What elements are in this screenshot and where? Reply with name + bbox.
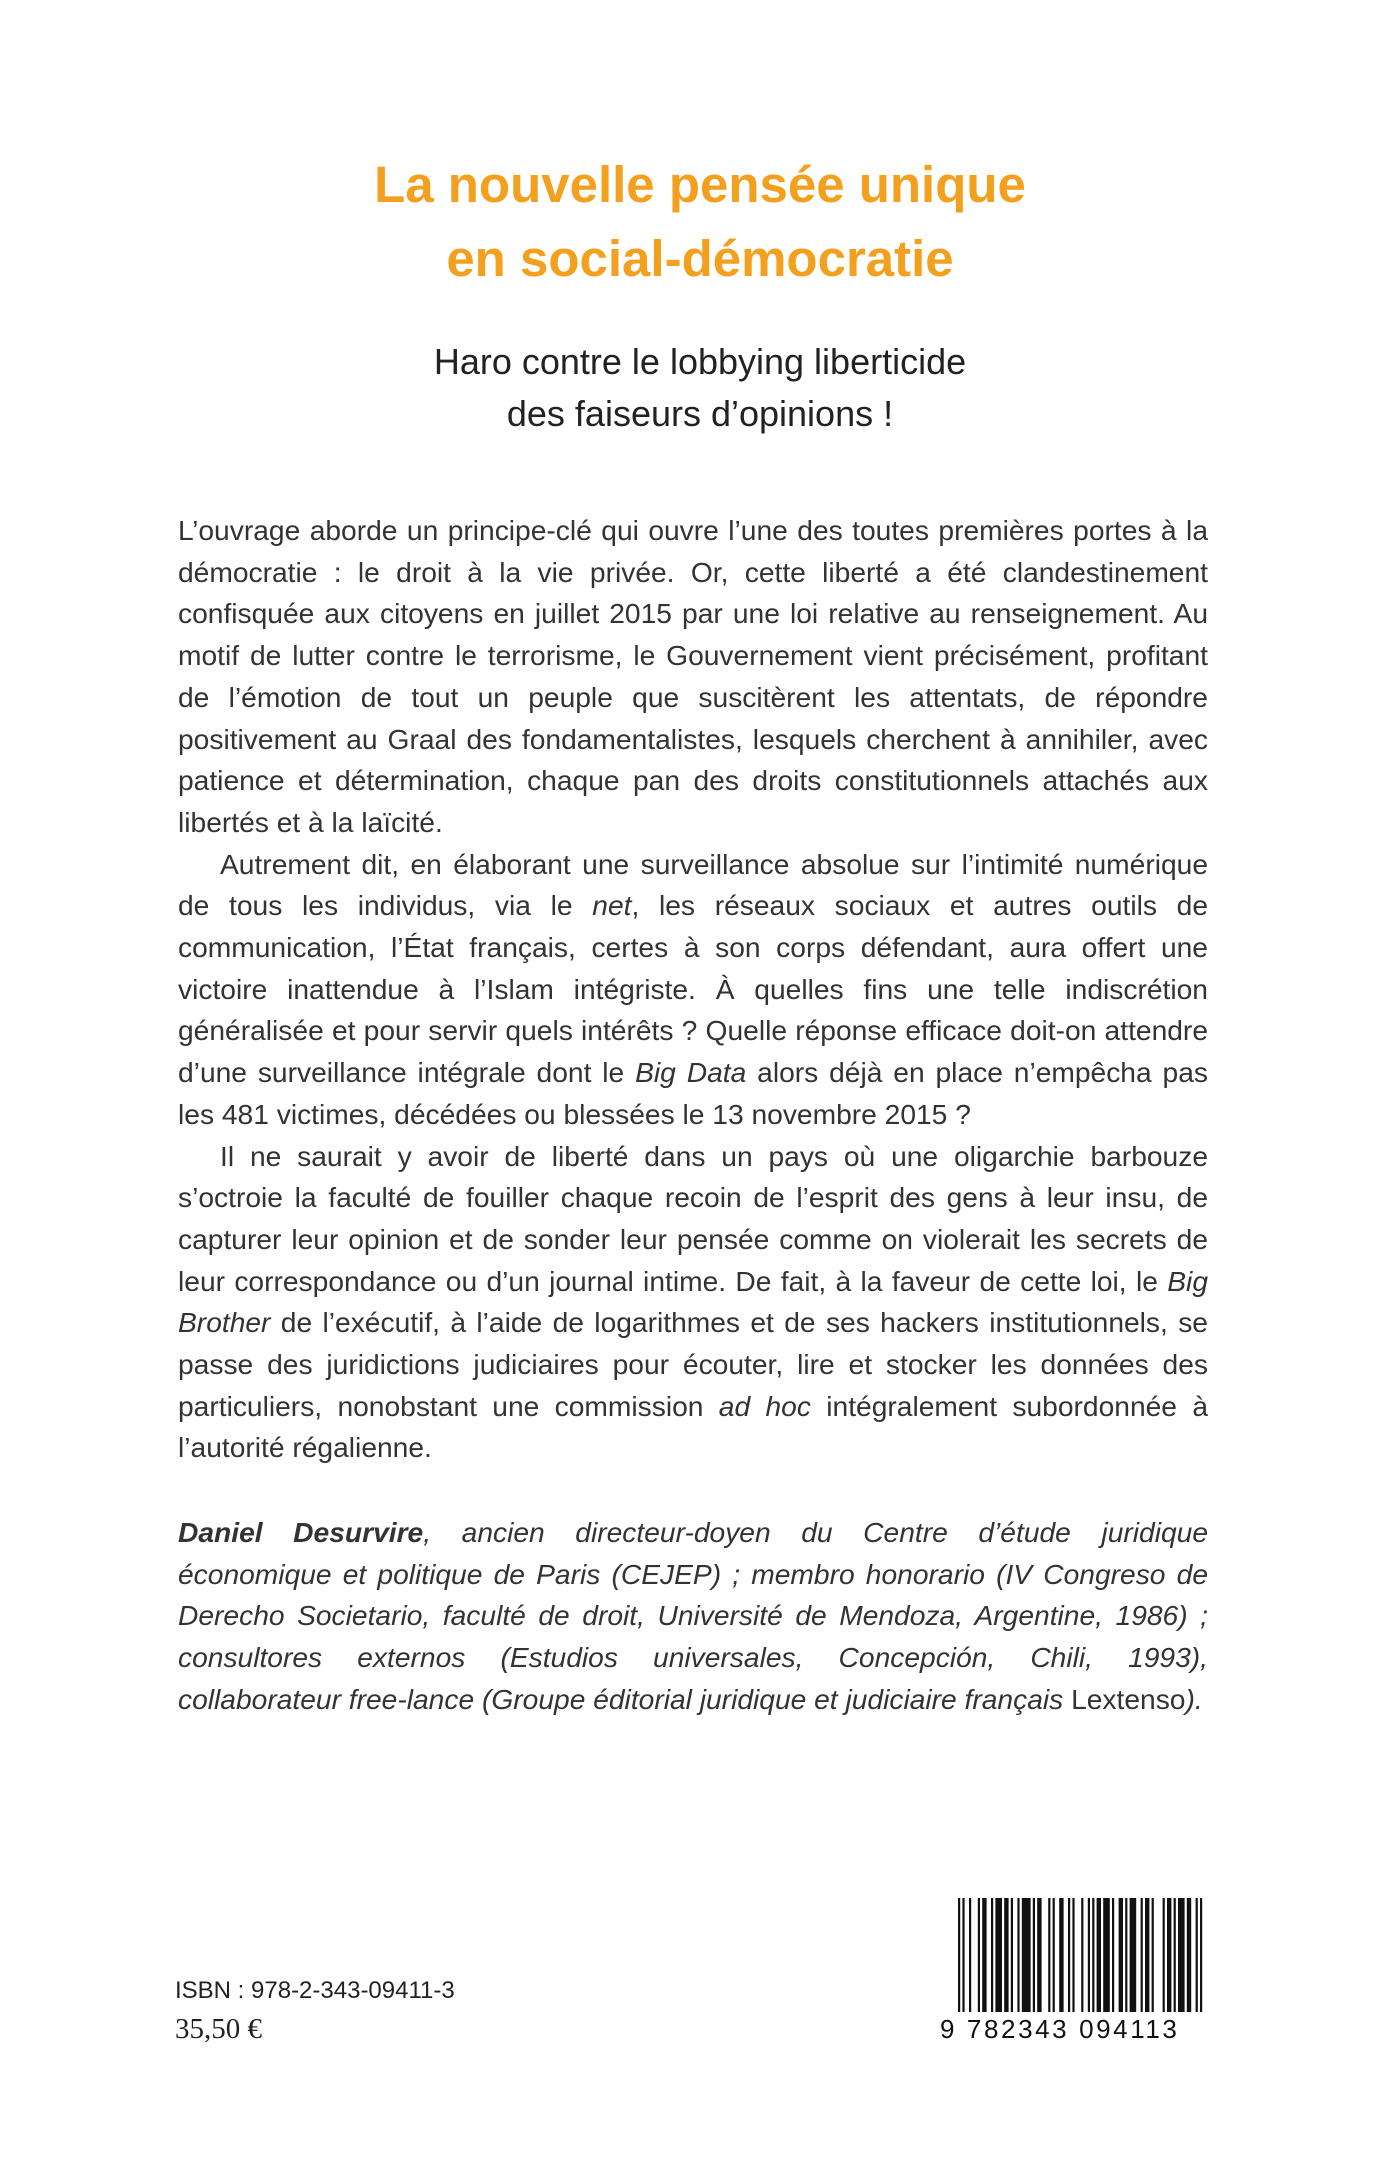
barcode-bar	[1152, 1898, 1154, 2016]
blurb-paragraph-3	[178, 1136, 1208, 1470]
barcode-bar	[1068, 1898, 1070, 2016]
barcode-bar	[1174, 1898, 1176, 2016]
author-bio-paragraph	[178, 1512, 1208, 1721]
barcode-bar	[982, 1898, 986, 2016]
blurb-paragraph-3-part-b: de l’exécutif, à l’aide de logarithmes et de ses hackers institutionnels, se passe des juridictions judiciaires pour écouter, lire et stocker les données des particuliers, nonobstant une commission	[178, 1306, 1208, 1422]
barcode-bar	[1011, 1898, 1013, 2016]
blurb	[178, 510, 1208, 1469]
book-title-line-2: en social-démocratie	[446, 230, 954, 287]
blurb-paragraph-2-part-b: , les réseaux sociaux et autres outils de communication, l’État français, certes à son corps défendant, aura offert une victoire inattendue à l’Islam intégriste. À quelles fins une telle indiscrétion généralisée et pour servir quels intérêts ? Quelle réponse efficace doit-on attendre d’une surveillance intégrale dont le	[178, 889, 1209, 1089]
barcode-bar	[1088, 1898, 1090, 2016]
blurb-paragraph-1: L’ouvrage aborde un principe-clé qui ouvre l’une des toutes premières portes à la démocratie : le droit à la vie privée. Or, cette liberté a été clandestinement confisquée aux citoyens en juillet 2015 par une loi relative au renseignement. Au motif de lutter contre le terrorisme, le Gouvernement vient précisément, profitant de l’émotion de tout un peuple que suscitèrent les attentats, de répondre positivement au Graal des fondamentalistes, lesquels cherchent à annihiler, avec patience et détermination, chaque pan des droits constitutionnels attachés aux libertés et à la laïcité.	[178, 514, 1208, 838]
barcode-bar	[1130, 1898, 1137, 2016]
author-bio-end: ).	[1185, 1682, 1203, 1715]
blurb-paragraph-2-part-c: alors déjà en place n’empêcha pas les 481 victimes, décédées ou blessées le 13 novembre 2015 ?	[178, 1056, 1208, 1130]
barcode-bar	[978, 1898, 980, 2016]
barcode-bar	[1037, 1898, 1041, 2016]
barcode-bar	[1092, 1898, 1094, 2016]
barcode-bar	[1119, 1898, 1123, 2016]
net-term: net	[592, 889, 632, 922]
author-bio-text: , ancien directeur-doyen du Centre d’étude juridique économique et politique de Paris (CEJEP) ; membro honorario (IV Congreso de Derecho Societario, faculté de droit, Université de Mendoza, Argentine, 1986) ; consultores externos (Estudios universales, Concepción, Chili, 1993), collaborateur free-lance (Groupe éditorial juridique et judiciaire français	[178, 1516, 1208, 1715]
blurb-paragraph-3-part-a: Il ne saurait y avoir de liberté dans un pays où une oligarchie barbouze s’octroie la faculté de fouiller chaque recoin de l’esprit des gens à leur insu, de capturer leur opinion et de sonder leur pensée comme on violerait les secrets de leur correspondance ou d’un journal intime. De fait, à la faveur de cette loi, le	[178, 1139, 1208, 1297]
barcode-bar	[1033, 1898, 1035, 2016]
barcode-bar	[1072, 1898, 1074, 2016]
barcode	[940, 1898, 1210, 2048]
ad-hoc-term: ad hoc	[718, 1389, 811, 1422]
barcode-bar	[1200, 1898, 1202, 2016]
barcode-bar	[1167, 1898, 1171, 2016]
barcode-bar	[1196, 1898, 1198, 2016]
barcode-digits: 9 782343 094113	[940, 2012, 1210, 2046]
author-bio	[178, 1512, 1208, 1721]
book-subtitle-line-1: Haro contre le lobbying liberticide	[433, 341, 967, 382]
blurb-paragraph-2	[178, 844, 1208, 1136]
big-brother-term: Big Brother	[178, 1264, 1208, 1339]
book-subtitle-line-2: des faiseurs d’opinions !	[506, 393, 894, 434]
barcode-bar	[1145, 1898, 1149, 2016]
barcode-bar	[1187, 1898, 1191, 2016]
barcode-bar	[991, 1898, 993, 2016]
barcode-bar	[1022, 1898, 1031, 2016]
barcode-bar	[1125, 1898, 1127, 2016]
barcode-bar	[969, 1898, 971, 2016]
barcode-bars-icon	[940, 1898, 1210, 2016]
barcode-bar	[1048, 1898, 1050, 2016]
barcode-bar	[1017, 1898, 1019, 2016]
barcode-bar	[1059, 1898, 1063, 2016]
price-label: 35,50 €	[175, 2013, 262, 2045]
barcode-bar	[958, 1898, 960, 2016]
big-data-term: Big Data	[635, 1056, 747, 1089]
blurb-paragraph-2-part-a: Autrement dit, en élaborant une surveillance absolue sur l’intimité numérique de tous les individus, via le	[178, 847, 1208, 922]
barcode-bar	[1112, 1898, 1114, 2016]
book-subtitle	[0, 336, 1400, 440]
barcode-bar	[1163, 1898, 1165, 2016]
barcode-bar	[1103, 1898, 1110, 2016]
book-title-line-1: La nouvelle pensée unique	[374, 156, 1026, 213]
barcode-bar	[1004, 1898, 1008, 2016]
isbn-label: ISBN : 978-2-343-09411-3	[175, 1977, 455, 2004]
barcode-bar	[1141, 1898, 1143, 2016]
book-title	[0, 148, 1400, 296]
barcode-bar	[1081, 1898, 1083, 2016]
barcode-bar	[962, 1898, 964, 2016]
barcode-bar	[1178, 1898, 1185, 2016]
barcode-bar	[1097, 1898, 1101, 2016]
author-name: Daniel Desurvire	[178, 1516, 424, 1548]
blurb-paragraph-3-part-c: intégralement subordonnée à l’autorité régalienne.	[178, 1389, 1208, 1464]
publisher-name: Lextenso	[1071, 1682, 1186, 1715]
barcode-bar	[1053, 1898, 1055, 2016]
barcode-bar	[995, 1898, 1002, 2016]
